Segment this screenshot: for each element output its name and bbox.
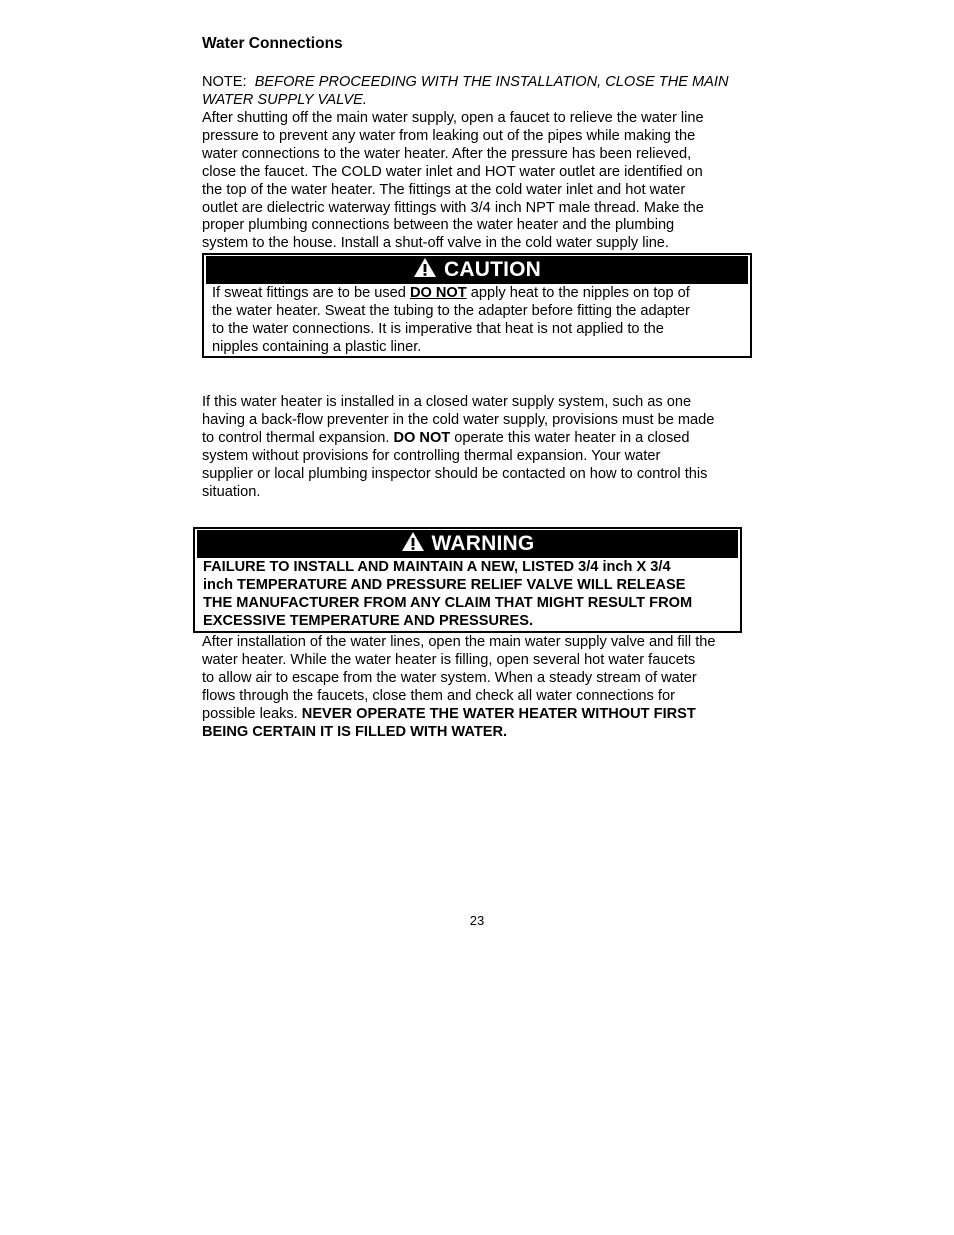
para3-line: flows through the faucets, close them and check all water connections for bbox=[202, 687, 675, 704]
caution-line: nipples containing a plastic liner. bbox=[212, 338, 422, 355]
warning-triangle-icon bbox=[401, 531, 425, 558]
para3-line: to allow air to escape from the water system. When a steady stream of water bbox=[202, 669, 697, 686]
para3-line5-pre: possible leaks. bbox=[202, 705, 302, 722]
caution-emphasis: DO NOT bbox=[409, 285, 467, 301]
para3-line bbox=[202, 724, 762, 742]
para2-line3-pre: to control thermal expansion. bbox=[202, 429, 394, 446]
warning-box bbox=[193, 527, 742, 633]
caution-banner bbox=[206, 256, 748, 284]
paragraph-fill-heater bbox=[202, 634, 762, 741]
caution-line: to the water connections. It is imperative that heat is not applied to the bbox=[212, 320, 664, 337]
para3-line: water heater. While the water heater is filling, open several hot water faucets bbox=[202, 651, 696, 668]
para2-line3-post: operate this water heater in a closed bbox=[450, 429, 690, 446]
para2-line: having a back-flow preventer in the cold water supply, provisions must be made bbox=[202, 411, 715, 428]
note-label: NOTE: bbox=[202, 74, 247, 90]
para2-emphasis: DO NOT bbox=[393, 429, 451, 446]
warning-title: WARNING bbox=[431, 532, 535, 555]
caution-line1-post: apply heat to the nipples on top of bbox=[466, 285, 690, 301]
warning-triangle-icon bbox=[413, 257, 437, 284]
caution-line: the water heater. Sweat the tubing to the adapter before fitting the adapter bbox=[212, 302, 690, 319]
para2-line: system without provisions for controlling thermal expansion. Your water bbox=[202, 447, 661, 464]
para3-emphasis: NEVER OPERATE THE WATER HEATER WITHOUT FIRST bbox=[301, 705, 696, 722]
caution-title: CAUTION bbox=[443, 258, 542, 281]
warning-banner bbox=[197, 530, 738, 558]
para3-emphasis: BEING CERTAIN IT IS FILLED WITH WATER. bbox=[202, 723, 508, 740]
warning-line: inch TEMPERATURE AND PRESSURE RELIEF VALVE WILL RELEASE bbox=[203, 576, 686, 593]
note-text: BEFORE PROCEEDING WITH THE INSTALLATION, CLOSE THE MAIN WATER SUPPLY VALVE. bbox=[202, 74, 729, 108]
caution-text bbox=[212, 285, 748, 357]
caution-line bbox=[212, 285, 748, 303]
warning-line: EXCESSIVE TEMPERATURE AND PRESSURES. bbox=[203, 612, 534, 629]
para1-line: After shutting off the main water supply, open a faucet to relieve the water line bbox=[202, 110, 704, 126]
paragraph-closed-system bbox=[202, 394, 762, 501]
note bbox=[202, 74, 762, 110]
warning-line: THE MANUFACTURER FROM ANY CLAIM THAT MIGHT RESULT FROM bbox=[203, 594, 693, 611]
page-heading: Water Connections bbox=[202, 35, 343, 52]
para1-line: system to the house. Install a shut-off valve in the cold water supply line. bbox=[202, 235, 669, 252]
caution-line1-pre: If sweat fittings are to be used bbox=[212, 285, 410, 301]
paragraph-water-connections bbox=[202, 110, 762, 253]
para2-line bbox=[202, 430, 762, 448]
page-number: 23 bbox=[469, 913, 485, 928]
para1-line: close the faucet. The COLD water inlet and HOT water outlet are identified on bbox=[202, 163, 703, 180]
para1-line: proper plumbing connections between the water heater and the plumbing bbox=[202, 217, 675, 234]
para1-line: pressure to prevent any water from leaking out of the pipes while making the bbox=[202, 127, 696, 144]
para1-line: outlet are dielectric waterway fittings with 3/4 inch NPT male thread. Make the bbox=[202, 199, 704, 216]
para3-line bbox=[202, 706, 762, 724]
warning-text bbox=[203, 559, 740, 631]
warning-line: FAILURE TO INSTALL AND MAINTAIN A NEW, LISTED 3/4 inch X 3/4 bbox=[203, 559, 671, 575]
para1-line: water connections to the water heater. After the pressure has been relieved, bbox=[202, 145, 692, 162]
caution-box bbox=[202, 253, 752, 358]
para2-line: supplier or local plumbing inspector should be contacted on how to control this bbox=[202, 465, 708, 482]
para2-line: If this water heater is installed in a closed water supply system, such as one bbox=[202, 394, 692, 410]
para2-line: situation. bbox=[202, 483, 261, 500]
para3-line: After installation of the water lines, open the main water supply valve and fill the bbox=[202, 634, 716, 650]
para1-line: the top of the water heater. The fittings at the cold water inlet and hot water bbox=[202, 181, 686, 198]
